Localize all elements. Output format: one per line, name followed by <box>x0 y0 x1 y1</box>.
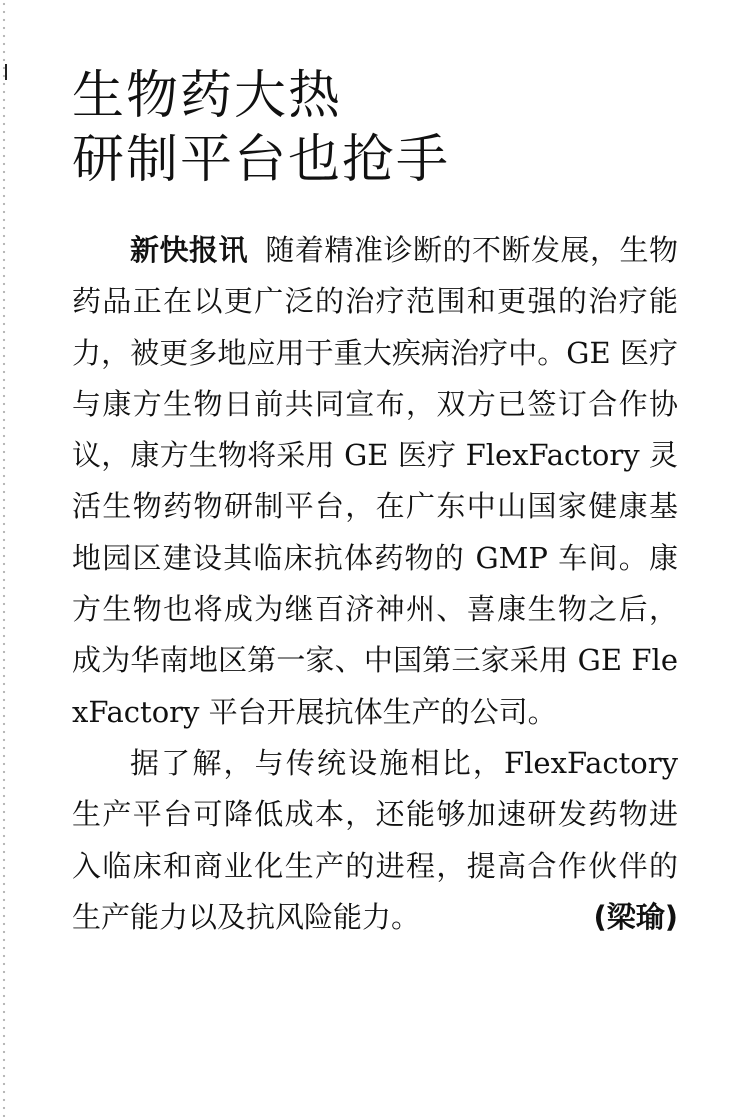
headline-line-1: 生物药大热 <box>72 66 343 126</box>
paragraph-1-text: 随着精准诊断的不断发展，生物药品正在以更广泛的治疗范围和更强的治疗能力，被更多地应用于重大疾病治疗中。GE 医疗与康方生物日前共同宣布，双方已签订合作协议，康方生物将采用 GE 医疗 FlexFactory 灵活生物药物研制平台，在广东中山国家健康基地园区建设其临床抗体药物的 GMP 车间。康方生物也将成为继百济神州、喜康生物之后，成为华南地区第一家、中国第三家采用 GE FlexFactory 平台开展抗体生产的公司。 <box>72 233 678 729</box>
article-paragraph-2 <box>72 738 678 943</box>
news-source-lead: 新快报讯 <box>130 233 249 267</box>
headline-line-2: 研制平台也抢手 <box>72 130 451 190</box>
article-headline <box>72 64 712 192</box>
article-body <box>72 225 678 943</box>
column-marker <box>5 64 7 80</box>
author-byline: (梁瑜) <box>593 899 678 934</box>
page-edge-dots <box>0 0 8 1117</box>
paragraph-2-text: 据了解，与传统设施相比，FlexFactory 生产平台可降低成本，还能够加速研发药物进入临床和商业化生产的进程，提高合作伙伴的生产能力以及抗风险能力。 <box>72 745 678 934</box>
article-paragraph-1 <box>72 225 678 738</box>
